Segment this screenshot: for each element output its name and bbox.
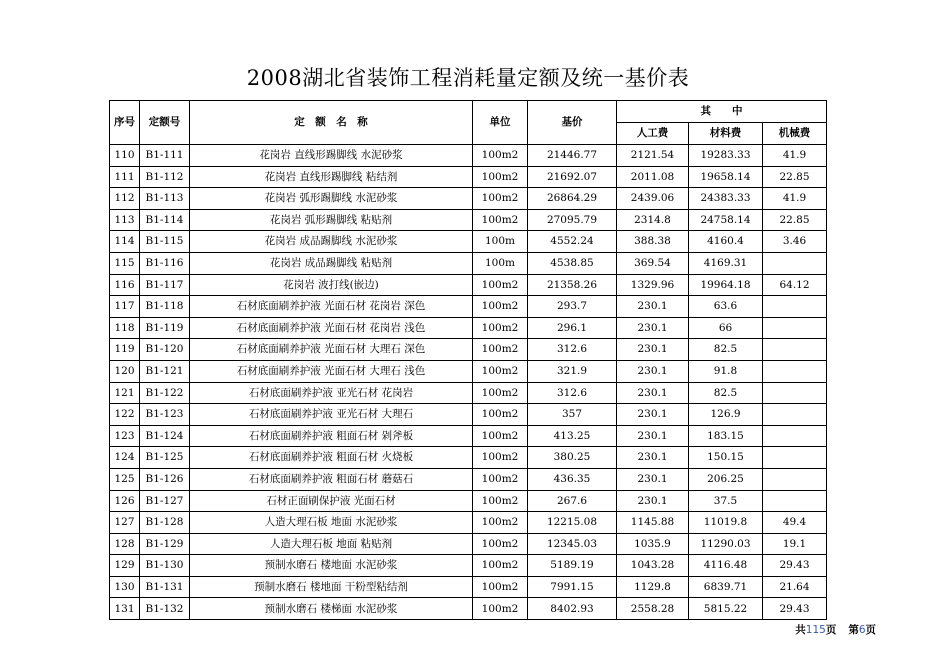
cell-labor: 230.1 bbox=[617, 490, 689, 512]
cell-code: B1-120 bbox=[140, 339, 190, 361]
cell-machine: 64.12 bbox=[763, 274, 827, 296]
cell-labor: 2439.06 bbox=[617, 188, 689, 210]
cell-material: 19964.18 bbox=[689, 274, 763, 296]
table-row bbox=[110, 145, 827, 167]
cell-unit: 100m2 bbox=[473, 209, 528, 231]
cell-base-price: 12345.03 bbox=[528, 533, 617, 555]
cell-unit: 100m2 bbox=[473, 533, 528, 555]
table-row bbox=[110, 339, 827, 361]
cell-labor: 230.1 bbox=[617, 339, 689, 361]
table-row bbox=[110, 404, 827, 426]
cell-unit: 100m2 bbox=[473, 598, 528, 620]
cell-seq: 123 bbox=[110, 425, 140, 447]
cell-base-price: 380.25 bbox=[528, 447, 617, 469]
cell-code: B1-130 bbox=[140, 555, 190, 577]
cell-code: B1-113 bbox=[140, 188, 190, 210]
cell-material: 19658.14 bbox=[689, 166, 763, 188]
table-row bbox=[110, 576, 827, 598]
cell-machine: 41.9 bbox=[763, 145, 827, 167]
cell-material: 6839.71 bbox=[689, 576, 763, 598]
col-header-among: 其 中 bbox=[617, 101, 827, 123]
cell-name: 花岗岩 成品踢脚线 水泥砂浆 bbox=[190, 231, 473, 253]
cell-machine bbox=[763, 317, 827, 339]
cell-unit: 100m2 bbox=[473, 576, 528, 598]
cell-unit: 100m2 bbox=[473, 490, 528, 512]
cell-seq: 124 bbox=[110, 447, 140, 469]
cell-labor: 2314.8 bbox=[617, 209, 689, 231]
table-row bbox=[110, 512, 827, 534]
cell-code: B1-122 bbox=[140, 382, 190, 404]
cell-seq: 114 bbox=[110, 231, 140, 253]
cell-code: B1-117 bbox=[140, 274, 190, 296]
cell-base-price: 4538.85 bbox=[528, 252, 617, 274]
cell-machine: 19.1 bbox=[763, 533, 827, 555]
cell-code: B1-125 bbox=[140, 447, 190, 469]
table-row bbox=[110, 382, 827, 404]
table-row bbox=[110, 598, 827, 620]
cell-base-price: 21692.07 bbox=[528, 166, 617, 188]
cell-base-price: 357 bbox=[528, 404, 617, 426]
cell-unit: 100m2 bbox=[473, 447, 528, 469]
cell-seq: 113 bbox=[110, 209, 140, 231]
cell-machine bbox=[763, 425, 827, 447]
table-row bbox=[110, 188, 827, 210]
cell-labor: 230.1 bbox=[617, 317, 689, 339]
cell-machine bbox=[763, 339, 827, 361]
cell-base-price: 436.35 bbox=[528, 468, 617, 490]
cell-base-price: 293.7 bbox=[528, 296, 617, 318]
cell-name: 人造大理石板 地面 粘贴剂 bbox=[190, 533, 473, 555]
cell-machine: 22.85 bbox=[763, 209, 827, 231]
cell-seq: 116 bbox=[110, 274, 140, 296]
cell-unit: 100m bbox=[473, 231, 528, 253]
cell-seq: 115 bbox=[110, 252, 140, 274]
cell-unit: 100m2 bbox=[473, 274, 528, 296]
cell-seq: 120 bbox=[110, 360, 140, 382]
page-footer bbox=[795, 622, 876, 637]
cell-name: 花岗岩 成品踢脚线 粘贴剂 bbox=[190, 252, 473, 274]
cell-machine: 22.85 bbox=[763, 166, 827, 188]
cell-material: 63.6 bbox=[689, 296, 763, 318]
cell-name: 花岗岩 弧形踢脚线 粘贴剂 bbox=[190, 209, 473, 231]
cell-code: B1-119 bbox=[140, 317, 190, 339]
cell-unit: 100m2 bbox=[473, 512, 528, 534]
cell-material: 24383.33 bbox=[689, 188, 763, 210]
cell-name: 石材正面刷保护液 光面石材 bbox=[190, 490, 473, 512]
cell-seq: 110 bbox=[110, 145, 140, 167]
cell-labor: 230.1 bbox=[617, 468, 689, 490]
cell-material: 82.5 bbox=[689, 382, 763, 404]
cell-unit: 100m2 bbox=[473, 145, 528, 167]
cell-seq: 127 bbox=[110, 512, 140, 534]
cell-unit: 100m2 bbox=[473, 360, 528, 382]
cell-machine: 29.43 bbox=[763, 555, 827, 577]
cell-unit: 100m2 bbox=[473, 339, 528, 361]
cell-machine bbox=[763, 468, 827, 490]
table-row bbox=[110, 490, 827, 512]
cell-base-price: 312.6 bbox=[528, 382, 617, 404]
cell-material: 11019.8 bbox=[689, 512, 763, 534]
cell-code: B1-123 bbox=[140, 404, 190, 426]
col-header-material: 材料费 bbox=[689, 123, 763, 145]
cell-machine bbox=[763, 382, 827, 404]
cell-code: B1-131 bbox=[140, 576, 190, 598]
cell-base-price: 12215.08 bbox=[528, 512, 617, 534]
cell-unit: 100m2 bbox=[473, 404, 528, 426]
cell-name: 石材底面刷养护液 粗面石材 剁斧板 bbox=[190, 425, 473, 447]
cell-labor: 230.1 bbox=[617, 425, 689, 447]
cell-labor: 388.38 bbox=[617, 231, 689, 253]
table-row bbox=[110, 468, 827, 490]
cell-code: B1-132 bbox=[140, 598, 190, 620]
cell-name: 花岗岩 弧形踢脚线 水泥砂浆 bbox=[190, 188, 473, 210]
cell-material: 5815.22 bbox=[689, 598, 763, 620]
col-header-code: 定额号 bbox=[140, 101, 190, 145]
cell-code: B1-128 bbox=[140, 512, 190, 534]
cell-base-price: 312.6 bbox=[528, 339, 617, 361]
cell-unit: 100m2 bbox=[473, 382, 528, 404]
cell-code: B1-124 bbox=[140, 425, 190, 447]
cell-name: 石材底面刷养护液 粗面石材 蘑菇石 bbox=[190, 468, 473, 490]
cell-seq: 126 bbox=[110, 490, 140, 512]
cell-base-price: 4552.24 bbox=[528, 231, 617, 253]
table-row bbox=[110, 317, 827, 339]
cell-labor: 1035.9 bbox=[617, 533, 689, 555]
cell-name: 石材底面刷养护液 亚光石材 花岗岩 bbox=[190, 382, 473, 404]
cell-machine: 49.4 bbox=[763, 512, 827, 534]
cell-seq: 130 bbox=[110, 576, 140, 598]
table-row bbox=[110, 252, 827, 274]
table-row bbox=[110, 209, 827, 231]
cell-seq: 112 bbox=[110, 188, 140, 210]
cell-seq: 119 bbox=[110, 339, 140, 361]
cell-unit: 100m2 bbox=[473, 555, 528, 577]
cell-labor: 230.1 bbox=[617, 296, 689, 318]
cell-labor: 1329.96 bbox=[617, 274, 689, 296]
cell-base-price: 7991.15 bbox=[528, 576, 617, 598]
cell-labor: 2121.54 bbox=[617, 145, 689, 167]
cell-material: 126.9 bbox=[689, 404, 763, 426]
cell-labor: 230.1 bbox=[617, 360, 689, 382]
table-row bbox=[110, 555, 827, 577]
cell-code: B1-112 bbox=[140, 166, 190, 188]
cell-base-price: 321.9 bbox=[528, 360, 617, 382]
cell-machine: 41.9 bbox=[763, 188, 827, 210]
cell-base-price: 26864.29 bbox=[528, 188, 617, 210]
cell-name: 花岗岩 直线形踢脚线 水泥砂浆 bbox=[190, 145, 473, 167]
cell-base-price: 8402.93 bbox=[528, 598, 617, 620]
quota-table bbox=[109, 100, 827, 620]
table-row bbox=[110, 533, 827, 555]
cell-machine: 3.46 bbox=[763, 231, 827, 253]
cell-material: 4116.48 bbox=[689, 555, 763, 577]
cell-name: 石材底面刷养护液 粗面石材 火烧板 bbox=[190, 447, 473, 469]
col-header-base-price: 基价 bbox=[528, 101, 617, 145]
col-header-machine: 机械费 bbox=[763, 123, 827, 145]
cell-base-price: 5189.19 bbox=[528, 555, 617, 577]
cell-base-price: 267.6 bbox=[528, 490, 617, 512]
cell-code: B1-126 bbox=[140, 468, 190, 490]
cell-base-price: 21446.77 bbox=[528, 145, 617, 167]
total-pages-label: 共115页 bbox=[795, 624, 837, 636]
cell-name: 花岗岩 波打线(嵌边) bbox=[190, 274, 473, 296]
cell-base-price: 21358.26 bbox=[528, 274, 617, 296]
cell-seq: 122 bbox=[110, 404, 140, 426]
cell-name: 人造大理石板 地面 水泥砂浆 bbox=[190, 512, 473, 534]
cell-name: 石材底面刷养护液 光面石材 花岗岩 浅色 bbox=[190, 317, 473, 339]
cell-labor: 369.54 bbox=[617, 252, 689, 274]
col-header-labor: 人工费 bbox=[617, 123, 689, 145]
cell-material: 206.25 bbox=[689, 468, 763, 490]
cell-name: 预制水磨石 楼地面 干粉型粘结剂 bbox=[190, 576, 473, 598]
cell-seq: 129 bbox=[110, 555, 140, 577]
current-page-label: 第6页 bbox=[848, 624, 876, 636]
cell-unit: 100m2 bbox=[473, 296, 528, 318]
cell-machine bbox=[763, 252, 827, 274]
cell-seq: 121 bbox=[110, 382, 140, 404]
cell-machine bbox=[763, 490, 827, 512]
cell-machine: 29.43 bbox=[763, 598, 827, 620]
cell-name: 预制水磨石 楼地面 水泥砂浆 bbox=[190, 555, 473, 577]
cell-seq: 118 bbox=[110, 317, 140, 339]
cell-material: 11290.03 bbox=[689, 533, 763, 555]
cell-unit: 100m bbox=[473, 252, 528, 274]
table-body bbox=[110, 145, 827, 620]
cell-material: 82.5 bbox=[689, 339, 763, 361]
cell-name: 石材底面刷养护液 亚光石材 大理石 bbox=[190, 404, 473, 426]
table-row bbox=[110, 274, 827, 296]
table-row bbox=[110, 360, 827, 382]
cell-code: B1-118 bbox=[140, 296, 190, 318]
cell-labor: 1145.88 bbox=[617, 512, 689, 534]
cell-seq: 128 bbox=[110, 533, 140, 555]
col-header-unit: 单位 bbox=[473, 101, 528, 145]
cell-code: B1-116 bbox=[140, 252, 190, 274]
cell-unit: 100m2 bbox=[473, 188, 528, 210]
table-row bbox=[110, 425, 827, 447]
table-row bbox=[110, 231, 827, 253]
cell-code: B1-121 bbox=[140, 360, 190, 382]
cell-labor: 1043.28 bbox=[617, 555, 689, 577]
cell-name: 预制水磨石 楼梯面 水泥砂浆 bbox=[190, 598, 473, 620]
cell-code: B1-115 bbox=[140, 231, 190, 253]
cell-base-price: 413.25 bbox=[528, 425, 617, 447]
cell-material: 183.15 bbox=[689, 425, 763, 447]
cell-unit: 100m2 bbox=[473, 425, 528, 447]
cell-name: 石材底面刷养护液 光面石材 大理石 浅色 bbox=[190, 360, 473, 382]
cell-code: B1-129 bbox=[140, 533, 190, 555]
cell-labor: 2558.28 bbox=[617, 598, 689, 620]
cell-code: B1-127 bbox=[140, 490, 190, 512]
cell-name: 石材底面刷养护液 光面石材 花岗岩 深色 bbox=[190, 296, 473, 318]
cell-machine bbox=[763, 360, 827, 382]
cell-material: 91.8 bbox=[689, 360, 763, 382]
table-row bbox=[110, 447, 827, 469]
table-row bbox=[110, 166, 827, 188]
cell-machine bbox=[763, 296, 827, 318]
cell-labor: 230.1 bbox=[617, 382, 689, 404]
cell-material: 4169.31 bbox=[689, 252, 763, 274]
cell-machine bbox=[763, 404, 827, 426]
col-header-seq: 序号 bbox=[110, 101, 140, 145]
cell-name: 花岗岩 直线形踢脚线 粘结剂 bbox=[190, 166, 473, 188]
cell-labor: 230.1 bbox=[617, 404, 689, 426]
cell-labor: 230.1 bbox=[617, 447, 689, 469]
cell-labor: 1129.8 bbox=[617, 576, 689, 598]
cell-base-price: 27095.79 bbox=[528, 209, 617, 231]
cell-material: 37.5 bbox=[689, 490, 763, 512]
cell-code: B1-111 bbox=[140, 145, 190, 167]
cell-unit: 100m2 bbox=[473, 166, 528, 188]
cell-material: 24758.14 bbox=[689, 209, 763, 231]
cell-unit: 100m2 bbox=[473, 317, 528, 339]
cell-seq: 131 bbox=[110, 598, 140, 620]
cell-labor: 2011.08 bbox=[617, 166, 689, 188]
col-header-name: 定 额 名 称 bbox=[190, 101, 473, 145]
cell-material: 4160.4 bbox=[689, 231, 763, 253]
cell-machine bbox=[763, 447, 827, 469]
cell-material: 150.15 bbox=[689, 447, 763, 469]
cell-seq: 125 bbox=[110, 468, 140, 490]
cell-seq: 117 bbox=[110, 296, 140, 318]
cell-machine: 21.64 bbox=[763, 576, 827, 598]
cell-material: 66 bbox=[689, 317, 763, 339]
page-title: 2008湖北省装饰工程消耗量定额及统一基价表 bbox=[246, 66, 690, 90]
cell-seq: 111 bbox=[110, 166, 140, 188]
cell-name: 石材底面刷养护液 光面石材 大理石 深色 bbox=[190, 339, 473, 361]
cell-base-price: 296.1 bbox=[528, 317, 617, 339]
cell-unit: 100m2 bbox=[473, 468, 528, 490]
cell-code: B1-114 bbox=[140, 209, 190, 231]
cell-material: 19283.33 bbox=[689, 145, 763, 167]
table-row bbox=[110, 296, 827, 318]
